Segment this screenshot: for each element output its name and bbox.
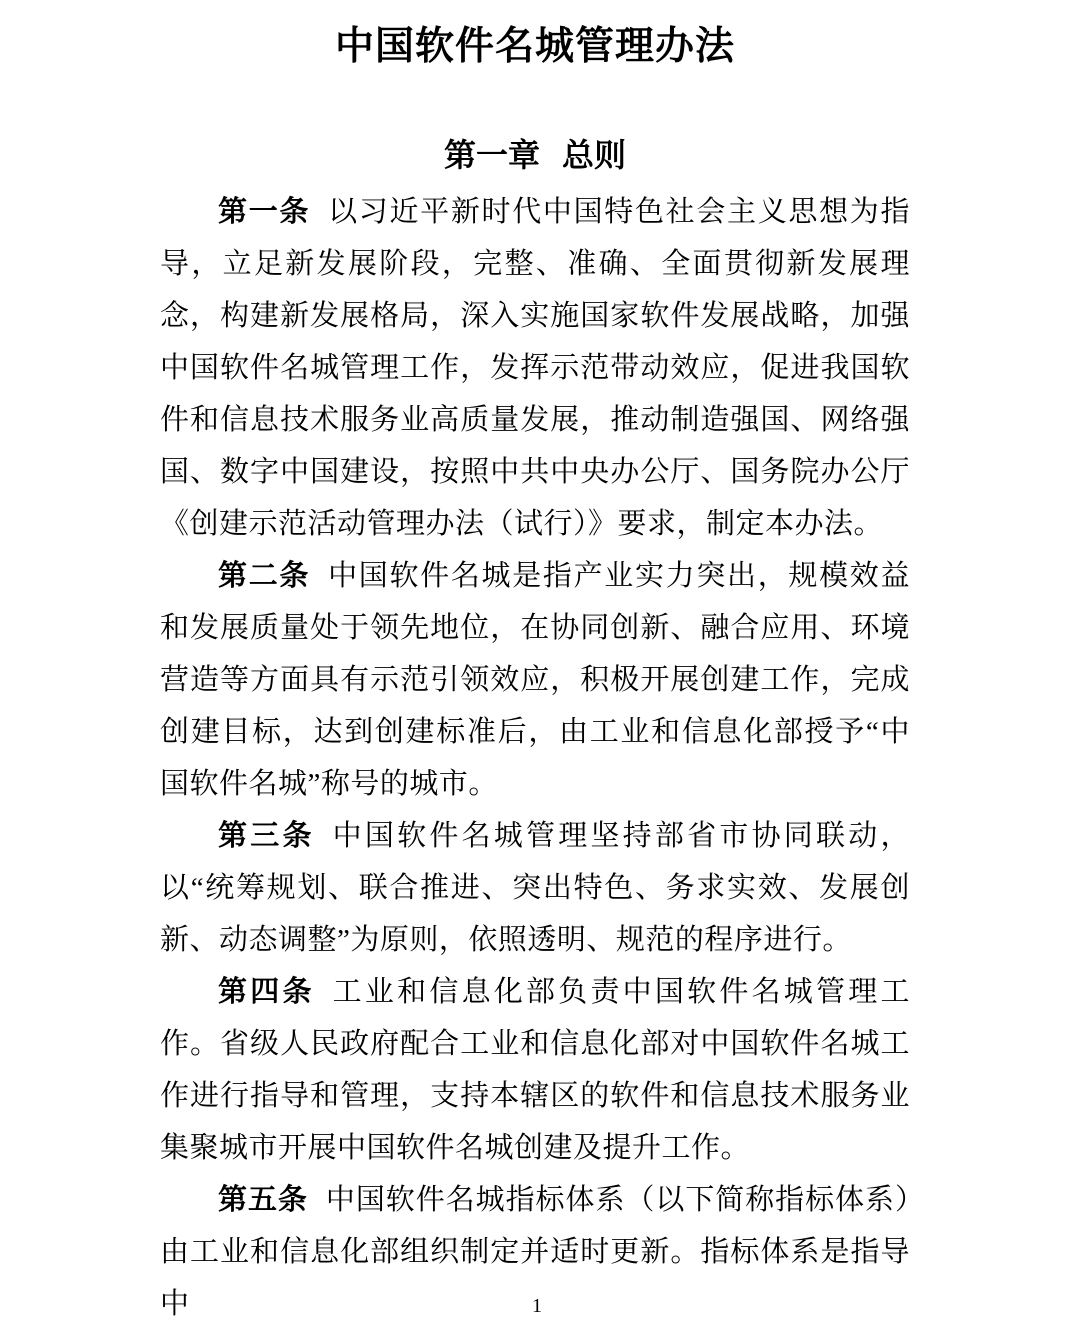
article-5-text: 中国软件名城指标体系（以下简称指标体系）由工业和信息化部组织制定并适时更新。指标体系是指导中	[160, 1184, 910, 1320]
article-1-label: 第一条	[218, 196, 311, 228]
article-3-text: 中国软件名城管理坚持部省市协同联动，以“统筹规划、联合推进、突出特色、务求实效、发展创新、动态调整”为原则，依照透明、规范的程序进行。	[160, 820, 910, 956]
article-1-paragraph	[160, 186, 910, 550]
article-2-label: 第二条	[218, 560, 311, 592]
article-4-text: 工业和信息化部负责中国软件名城管理工作。省级人民政府配合工业和信息化部对中国软件名城工作进行指导和管理，支持本辖区的软件和信息技术服务业集聚城市开展中国软件名城创建及提升工作。	[160, 976, 910, 1164]
article-2-paragraph	[160, 550, 910, 810]
document-title: 中国软件名城管理办法	[334, 25, 735, 68]
article-3-label: 第三条	[218, 820, 315, 852]
chapter-number: 第一章	[443, 137, 540, 173]
page-number: 1	[532, 1295, 542, 1317]
chapter-heading	[160, 134, 910, 176]
article-5-label: 第五条	[218, 1184, 308, 1216]
article-1-text: 以习近平新时代中国特色社会主义思想为指导，立足新发展阶段，完整、准确、全面贯彻新发展理念，构建新发展格局，深入实施国家软件发展战略，加强中国软件名城管理工作，发挥示范带动效应，促进我国软件和信息技术服务业高质量发展，推动制造强国、网络强国、数字中国建设，按照中共中央办公厅、国务院办公厅《创建示范活动管理办法（试行）》要求，制定本办法。	[160, 196, 910, 540]
chapter-name: 总则	[562, 137, 627, 173]
document-body	[160, 186, 910, 1330]
article-2-text: 中国软件名城是指产业实力突出，规模效益和发展质量处于领先地位，在协同创新、融合应用、环境营造等方面具有示范引领效应，积极开展创建工作，完成创建目标，达到创建标准后，由工业和信息化部授予“中国软件名城”称号的城市。	[160, 560, 910, 800]
article-3-paragraph	[160, 810, 910, 966]
article-4-label: 第四条	[218, 976, 315, 1008]
article-4-paragraph	[160, 966, 910, 1174]
